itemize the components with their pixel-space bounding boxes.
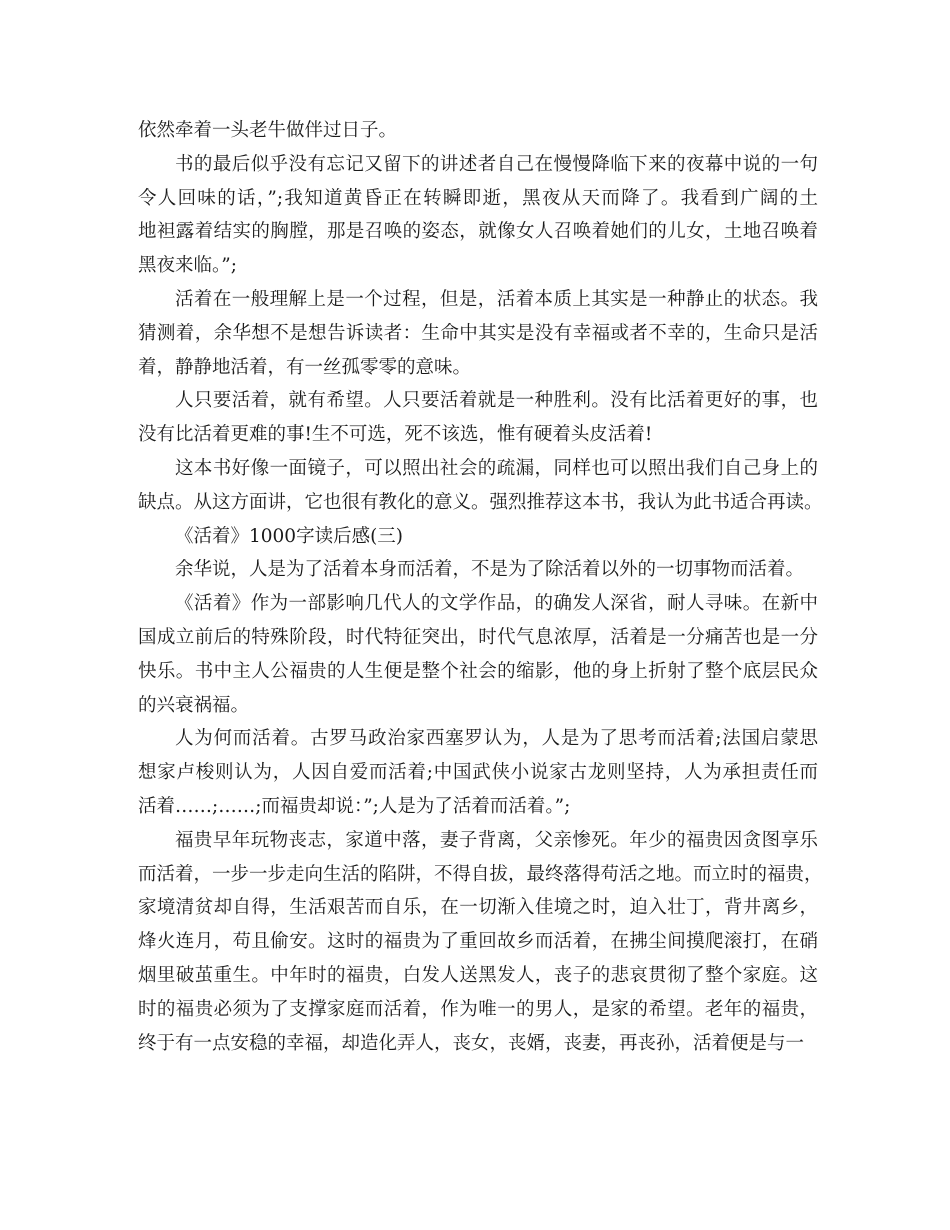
text-line: 《活着》1000字读后感(三) <box>175 525 404 547</box>
paragraph <box>138 452 823 520</box>
text-line: 这本书好像一面镜子，可以照出社会的疏漏，同样也可以照出我们自己身上的 <box>175 457 818 479</box>
text-line: 黑夜来临。”; <box>138 255 237 277</box>
text-line: 烟里破茧重生。中年时的福贵，白发人送黑发人，丧子的悲哀贯彻了整个家庭。这 <box>138 964 818 986</box>
text-line: 而活着，一步一步走向生活的陷阱，不得自拔，最终落得苟活之地。而立时的福贵， <box>138 863 823 885</box>
paragraph <box>138 722 818 823</box>
text-line: 《活着》作为一部影响几代人的文学作品，的确发人深省，耐人寻味。在新中 <box>175 593 818 615</box>
paragraph <box>138 824 823 1061</box>
text-line: 想家卢梭则认为，人因自爱而活着;中国武侠小说家古龙则坚持，人为承担责任而 <box>138 762 818 784</box>
text-line: 令人回味的话，”;我知道黄昏正在转瞬即逝，黑夜从天而降了。我看到广阔的土 <box>138 187 818 209</box>
text-line: 着，静静地活着，有一丝孤零零的意味。 <box>138 356 472 378</box>
text-line: 缺点。从这方面讲，它也很有教化的意义。强烈推荐这本书，我认为此书适合再读。 <box>138 491 823 513</box>
text-line: 人为何而活着。古罗马政治家西塞罗认为，人是为了思考而活着;法国启蒙思 <box>175 728 818 750</box>
text-line: 没有比活着更难的事!生不可选，死不该选，惟有硬着头皮活着! <box>138 424 653 446</box>
text-line: 书的最后似乎没有忘记又留下的讲述者自己在慢慢降临下来的夜幕中说的一句 <box>175 153 818 175</box>
text-line: 的兴衰祸福。 <box>138 694 250 716</box>
document-body <box>138 114 823 1060</box>
paragraph <box>138 114 818 148</box>
text-line: 时的福贵必须为了支撑家庭而活着，作为唯一的男人，是家的希望。老年的福贵， <box>138 998 818 1020</box>
text-line: 依然牵着一头老牛做伴过日子。 <box>138 120 398 141</box>
text-line: 余华说，人是为了活着本身而活着，不是为了除活着以外的一切事物而活着。 <box>175 559 805 581</box>
text-line: 活着……;……;而福贵却说：”;人是为了活着而活着。”; <box>138 795 571 817</box>
text-line: 家境清贫却自得，生活艰苦而自乐，在一切渐入佳境之时，迫入壮丁，背井离乡， <box>138 897 818 919</box>
paragraph <box>138 553 818 587</box>
text-line: 地袒露着结实的胸膛，那是召唤的姿态，就像女人召唤着她们的儿女，土地召唤着 <box>138 221 818 243</box>
text-line: 快乐。书中主人公福贵的人生便是整个社会的缩影，他的身上折射了整个底层民众 <box>138 660 818 682</box>
paragraph <box>138 148 818 283</box>
paragraph <box>138 520 818 554</box>
text-line: 烽火连月，苟且偷安。这时的福贵为了重回故乡而活着，在拂尘间摸爬滚打，在硝 <box>138 931 818 953</box>
text-line: 猜测着，余华想不是想告诉读者：生命中其实是没有幸福或者不幸的，生命只是活 <box>138 322 818 344</box>
text-line: 福贵早年玩物丧志，家道中落，妻子背离，父亲惨死。年少的福贵因贪图享乐 <box>175 829 818 851</box>
text-line: 终于有一点安稳的幸福，却造化弄人，丧女，丧婿，丧妻，再丧孙，活着便是与一 <box>138 1032 805 1054</box>
paragraph <box>138 384 818 452</box>
text-line: 人只要活着，就有希望。人只要活着就是一种胜利。没有比活着更好的事，也 <box>175 390 818 412</box>
text-line: 国成立前后的特殊阶段，时代特征突出，时代气息浓厚，活着是一分痛苦也是一分 <box>138 626 818 648</box>
paragraph <box>138 283 818 384</box>
text-line: 活着在一般理解上是一个过程，但是，活着本质上其实是一种静止的状态。我 <box>175 288 818 310</box>
paragraph <box>138 587 818 722</box>
